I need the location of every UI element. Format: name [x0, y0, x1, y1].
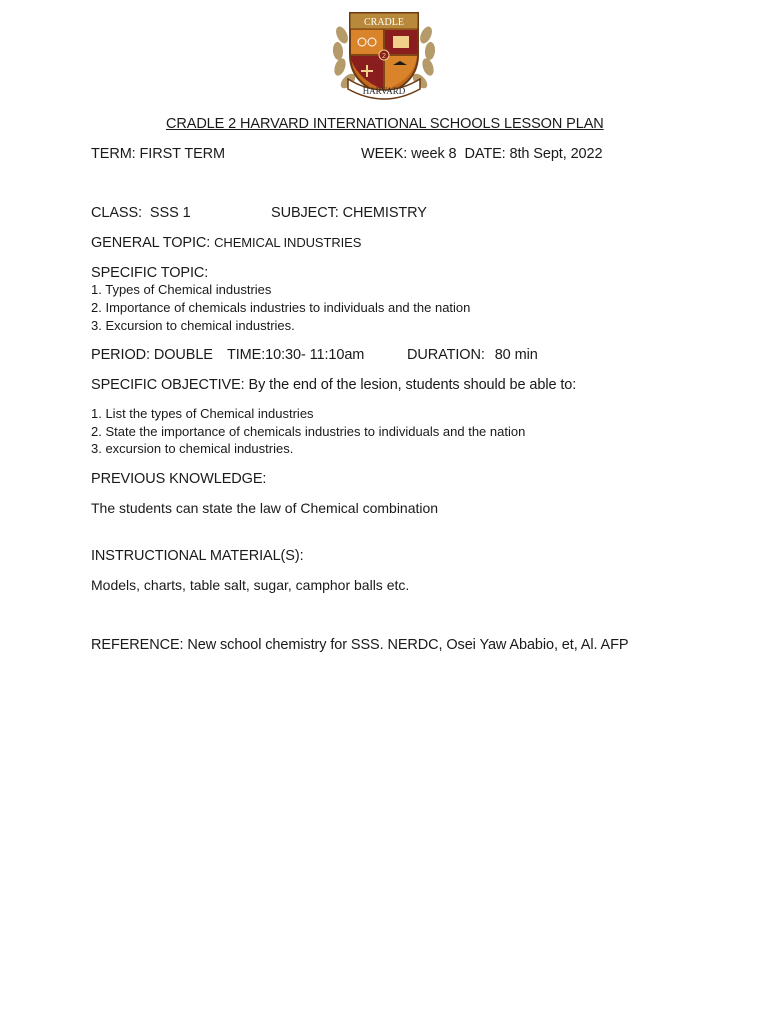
- duration-label: DURATION:: [407, 347, 485, 363]
- crest-numeral: 2: [382, 53, 386, 60]
- reference: REFERENCE: New school chemistry for SSS. NERDC, Osei Yaw Ababio, et, Al. AFP: [91, 637, 629, 653]
- date-label: DATE: 8th Sept,: [464, 146, 567, 162]
- objective-item: 2. State the importance of chemicals industries to individuals and the nation: [91, 424, 526, 439]
- period: PERIOD: DOUBLE: [91, 347, 213, 363]
- specific-topic-item: 1. Types of Chemical industries: [91, 282, 272, 297]
- crest-ribbon-text: HARVARD: [362, 86, 406, 96]
- objective-item: 1. List the types of Chemical industries: [91, 406, 314, 421]
- duration-value: 80: [494, 347, 511, 363]
- previous-knowledge-text: The students can state the law of Chemical combination: [91, 500, 439, 516]
- date-value: 2022: [570, 146, 603, 162]
- objective-heading: SPECIFIC OBJECTIVE: By the end of the lesion, students should be able to:: [91, 377, 577, 393]
- general-topic-label: GENERAL TOPIC:: [91, 235, 211, 251]
- general-topic-value: CHEMICAL INDUSTRIES: [214, 235, 362, 250]
- specific-topic-label: SPECIFIC TOPIC:: [91, 265, 209, 281]
- term-line: [91, 146, 225, 162]
- specific-topic-item: 3. Excursion to chemical industries.: [91, 318, 295, 333]
- class-value: SSS 1: [149, 205, 191, 221]
- school-crest-logo: [330, 5, 438, 101]
- term: TERM: FIRST TERM: [91, 146, 226, 162]
- general-topic-line: [91, 235, 361, 251]
- class-label: CLASS:: [91, 205, 142, 221]
- week-label: WEEK:: [361, 146, 408, 162]
- duration-unit: min: [514, 347, 538, 363]
- specific-topic-item: 2. Importance of chemicals industries to individuals and the nation: [91, 300, 471, 315]
- subject: SUBJECT: CHEMISTRY: [271, 205, 427, 221]
- materials-label: INSTRUCTIONAL MATERIAL(S):: [91, 548, 304, 564]
- previous-knowledge-label: PREVIOUS KNOWLEDGE:: [91, 471, 267, 487]
- week-value: week 8: [411, 146, 457, 162]
- week-date-line: [361, 146, 602, 162]
- materials-text: Models, charts, table salt, sugar, camphor balls etc.: [91, 577, 410, 593]
- crest-top-text: CRADLE: [364, 17, 404, 28]
- time: TIME:10:30- 11:10am: [227, 347, 365, 363]
- objective-item: 3. excursion to chemical industries.: [91, 441, 294, 456]
- class-line: [91, 205, 191, 221]
- duration-line: [407, 347, 538, 363]
- lesson-plan-title: CRADLE 2 HARVARD INTERNATIONAL SCHOOLS LESSON PLAN: [166, 116, 604, 132]
